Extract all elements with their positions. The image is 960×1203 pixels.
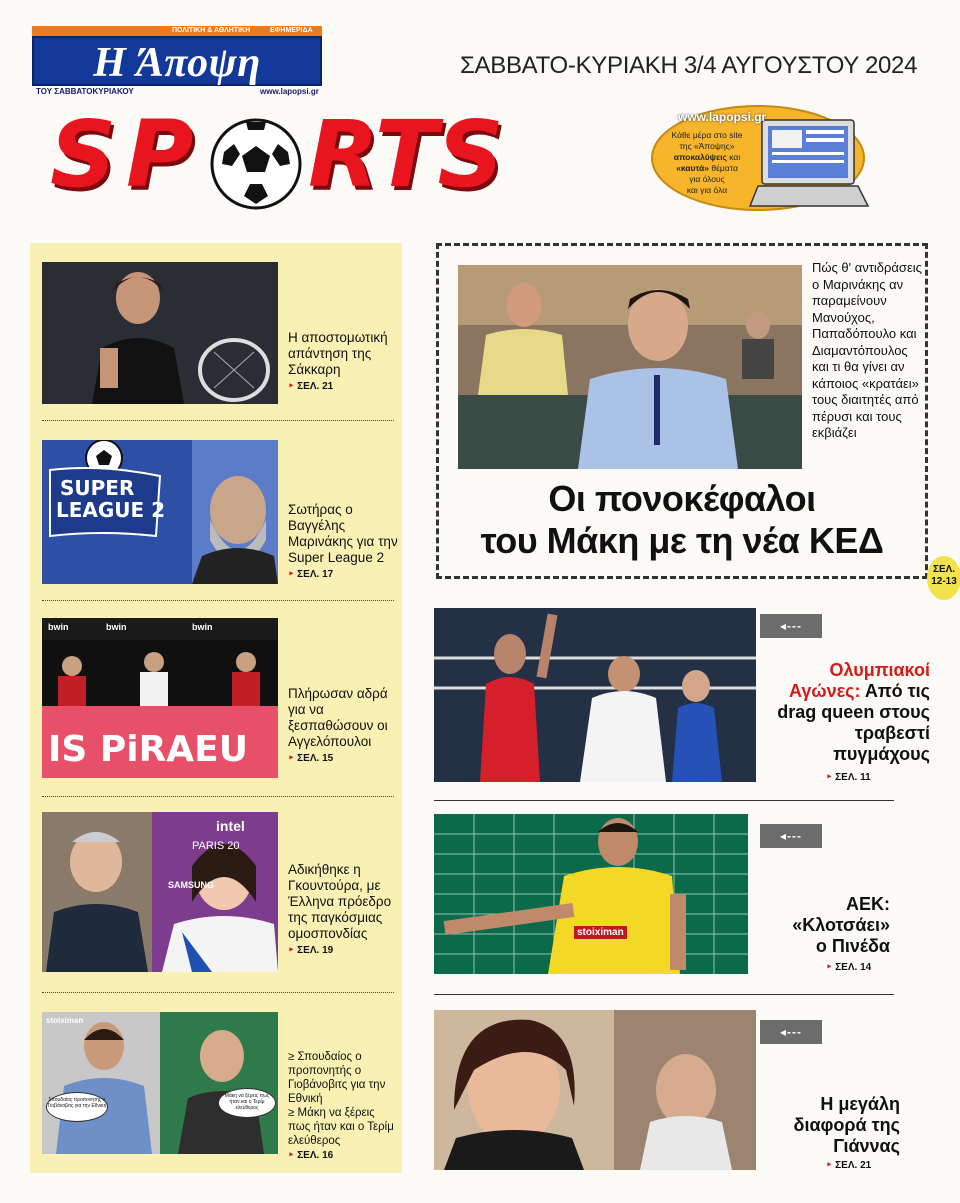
story-arrow-icon: ◂--- — [760, 614, 822, 638]
page-ref: ‣ ΣΕΛ. 16 — [288, 1149, 398, 1163]
promo-line: της «Άποψης» — [679, 141, 735, 151]
story-text[interactable] — [288, 862, 398, 959]
logo-top-strip — [32, 26, 322, 36]
story-headline-olympics[interactable] — [760, 660, 930, 765]
gianna-portrait-photo — [434, 1010, 756, 1170]
story-photo-gianna[interactable] — [434, 1010, 756, 1170]
newspaper-logo[interactable] — [32, 36, 322, 86]
sponsor-label: stoiximan — [46, 1016, 84, 1025]
promo-line: και για όλα — [686, 185, 728, 195]
lead-page-badge — [927, 556, 960, 600]
story-headline: Αδικήθηκε η Γκουντούρα, με Έλληνα πρόεδρο της παγκόσμιας ομοσπονδίας — [288, 862, 392, 941]
divider — [42, 796, 394, 797]
story-headline: Πλήρωσαν αδρά για να ξεσπαθώσουν οι Αγγελόπουλοι — [288, 686, 388, 749]
page-ref: ‣ ΣΕΛ. 21 — [288, 379, 398, 395]
promo-bold: αποκαλύψεις — [673, 152, 727, 162]
logo-title: Η Άποψη — [93, 40, 261, 86]
story-headline: Σωτήρας ο Βαγγέλης Μαρινάκης για την Super League 2 — [288, 502, 398, 565]
badge-label: ΣΕΛ. — [932, 564, 956, 575]
coach-photos — [42, 1012, 278, 1154]
speech-bubble: Μάκη να ξέρεις πως ήταν και ο Τερίμ ελεύθερος — [218, 1088, 276, 1118]
divider — [42, 420, 394, 421]
page-ref: ‣ ΣΕΛ. 21 — [826, 1160, 871, 1171]
story-photo-gkountoura[interactable] — [42, 812, 278, 972]
sports-letter-s: S — [50, 101, 117, 208]
logo-tagline-left: ΠΟΛΙΤΙΚΗ & ΑΘΛΗΤΙΚΗ — [172, 27, 251, 34]
page-ref: ‣ ΣΕΛ. 19 — [288, 943, 398, 959]
story-photo-national-coach[interactable] — [42, 1012, 278, 1154]
divider — [42, 600, 394, 601]
page-ref: ‣ ΣΕΛ. 17 — [288, 567, 398, 583]
promo-bold: «καυτά» — [676, 163, 710, 173]
website-promo[interactable] — [650, 100, 870, 215]
logo-url: www.lapopsi.gr — [260, 87, 319, 96]
story-text[interactable] — [288, 502, 398, 583]
story-text[interactable] — [288, 330, 398, 395]
sponsor-label: bwin — [192, 622, 213, 632]
story-headline: ≥ Σπουδαίος ο προπονητής ο Γιοβάνοβιτς για την Εθνική — [288, 1051, 386, 1105]
samsung-label: SAMSUNG — [168, 880, 215, 890]
speech-bubble: Σπουδαίος προπονητής ο Γιοβάνοβιτς για την Εθνική — [46, 1092, 108, 1122]
sponsor-label: bwin — [106, 622, 127, 632]
promo-line-rest: και — [726, 152, 741, 162]
boxing-ring-photo — [434, 608, 756, 782]
sports-letters-rts: RTS — [308, 101, 504, 208]
sports-letter-p: P — [126, 101, 194, 208]
fencing-officials-photo — [42, 812, 278, 972]
story-photo-olympic-boxing[interactable] — [434, 608, 756, 782]
story-arrow-icon: ◂--- — [760, 824, 822, 848]
intel-label: intel — [216, 818, 245, 834]
badge-pages: 12-13 — [931, 576, 957, 587]
lead-headline[interactable] — [436, 478, 928, 562]
issue-date: ΣΑΒΒΑΤΟ-ΚΥΡΙΑΚΗ 3/4 ΑΥΓΟΥΣΤΟΥ 2024 — [460, 52, 918, 79]
super-label: SUPER — [60, 476, 135, 500]
story-text[interactable] — [288, 686, 398, 767]
page-ref: ‣ ΣΕΛ. 15 — [288, 751, 398, 767]
promo-line — [652, 152, 762, 163]
piraeus-banner: IS PiRAEU — [48, 729, 248, 770]
logo-bottom-strip — [32, 86, 322, 97]
headline-rest: Από τις drag queen στους τραβεστί πυγμάχους — [777, 681, 930, 764]
headline-kicker: Ολυμπιακοί Αγώνες: — [789, 660, 930, 701]
story-headline-aek[interactable]: ΑΕΚ: «Κλοτσάει» ο Πινέδα — [792, 894, 890, 956]
lead-headline-line: του Μάκη με τη νέα ΚΕΔ — [480, 520, 884, 561]
story-arrow-icon: ◂--- — [760, 1020, 822, 1044]
promo-line: για όλους — [689, 174, 725, 184]
story-headline: ≥ Μάκη να ξέρεις πως ήταν και ο Τερίμ ελεύθερος — [288, 1107, 394, 1147]
logo-subtitle: ΤΟΥ ΣΑΒΒΑΤΟΚΥΡΙΑΚΟΥ — [36, 87, 134, 96]
soccer-ball-icon — [206, 114, 306, 214]
lead-story-summary[interactable]: Πώς θ' αντιδράσεις ο Μαρινάκης αν παραμείνουν Μανούχος, Παπαδόπουλο και Διαμαντόπουλος και τι θα γίνει αν κάποιος «κρατάει» τους διαιτητές από πέρυσι και τους εκβιάζει — [812, 260, 922, 440]
league-label: LEAGUE 2 — [56, 498, 166, 522]
paris-label: PARIS 20 — [192, 840, 240, 852]
divider — [434, 800, 894, 801]
page-ref: ‣ ΣΕΛ. 11 — [826, 772, 871, 783]
story-headline-gianna[interactable]: Η μεγάλη διαφορά της Γιάννας — [793, 1094, 900, 1156]
promo-line: Κάθε μέρα στο site — [671, 130, 743, 140]
story-text[interactable] — [288, 1050, 398, 1163]
page-ref: ‣ ΣΕΛ. 14 — [826, 962, 871, 973]
lead-story-photo[interactable] — [458, 265, 802, 469]
promo-line-rest: θέματα — [709, 163, 738, 173]
promo-url[interactable]: www.lapopsi.gr — [678, 110, 767, 124]
sponsor-label: stoiximan — [574, 926, 627, 939]
story-photo-sakkari[interactable] — [42, 262, 278, 404]
lead-headline-line: Οι πονοκέφαλοι — [548, 478, 816, 519]
story-photo-olympiacos-press[interactable] — [42, 618, 278, 778]
logo-tagline-right: ΕΦΗΜΕΡΙΔΑ — [270, 27, 313, 34]
tennis-player-photo — [42, 262, 278, 404]
sponsor-label: bwin — [48, 622, 69, 632]
promo-line — [652, 163, 762, 174]
meeting-room-photo — [458, 265, 802, 469]
promo-text — [652, 130, 762, 196]
divider — [434, 994, 894, 995]
goal-celebration-photo — [434, 814, 748, 974]
divider — [42, 992, 394, 993]
story-photo-aek-pineda[interactable] — [434, 814, 748, 974]
story-headline: Η αποστομωτική απάντηση της Σάκκαρη — [288, 330, 388, 377]
story-photo-super-league[interactable] — [42, 440, 278, 584]
